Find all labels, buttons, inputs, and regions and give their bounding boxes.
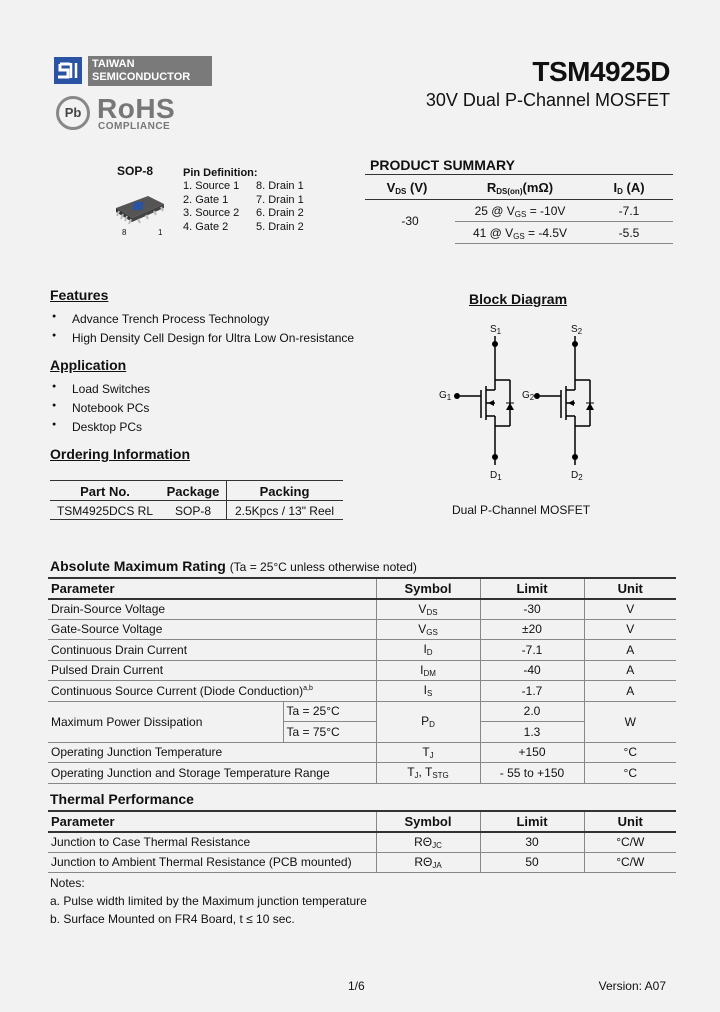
summary-row-rule xyxy=(455,221,673,222)
pin-list-right: 8. Drain 1 7. Drain 1 6. Drain 2 5. Drain 2 xyxy=(256,180,304,233)
application-title: Application xyxy=(50,357,127,373)
table-row: Drain-Source Voltage $V_{DS}$ -30 V xyxy=(48,599,676,620)
ordering-package-value: SOP-8 xyxy=(174,504,211,518)
thermal-title: Thermal Performance xyxy=(50,791,194,807)
table-row: Ta = 75°C 1.3 xyxy=(48,722,676,743)
label-s2: $S_2$ xyxy=(571,324,583,336)
product-summary-title: PRODUCT SUMMARY xyxy=(370,157,515,173)
pin-definition-title: Pin Definition: xyxy=(183,167,258,179)
summary-vds-value: -30 xyxy=(401,214,419,228)
table-row: Junction to Case Thermal Resistance $R\Theta_{JC}$ 30 °C/W xyxy=(48,832,676,853)
page-number: 1/6 xyxy=(348,979,365,993)
summary-rds-1: 25 @ $V_{GS} = -10V$ xyxy=(474,204,566,219)
company-name-line2: SEMICONDUCTOR xyxy=(92,71,191,83)
table-row: Pulsed Drain Current $I_{DM}$ -40 A xyxy=(48,660,676,681)
ordering-header-part: Part No. xyxy=(80,484,130,499)
ordering-title: Ordering Information xyxy=(50,446,190,462)
summary-header-id: $I_D$ (A) xyxy=(613,180,645,196)
version-label: Version: A07 xyxy=(598,979,666,993)
ordering-mid-rule xyxy=(50,500,343,501)
rohs-label: RoHS xyxy=(97,93,176,124)
list-item: ● High Density Cell Design for Ultra Low On-resistance xyxy=(50,331,354,350)
abs-max-table xyxy=(48,577,676,784)
summary-header-vds: $V_{DS}$ (V) xyxy=(386,180,428,196)
summary-top-rule xyxy=(365,174,673,175)
list-item: ● Load Switches xyxy=(50,382,150,401)
summary-header-rule xyxy=(365,199,673,200)
features-title: Features xyxy=(50,287,109,303)
package-name: SOP-8 xyxy=(117,164,154,178)
notes: Notes: a. Pulse width limited by the Maximum junction temperature b. Surface Mounted on FR4 Board, t ≤ 10 sec. xyxy=(50,876,367,926)
table-row: Junction to Ambient Thermal Resistance (PCB mounted) $R\Theta_{JA}$ 50 °C/W xyxy=(48,852,676,873)
ordering-top-rule xyxy=(50,480,343,481)
summary-bottom-rule xyxy=(455,243,673,244)
list-item: ● Notebook PCs xyxy=(50,401,150,420)
ordering-header-packing: Packing xyxy=(259,484,310,499)
label-d2: $D_2$ xyxy=(571,470,583,482)
table-row: Operating Junction Temperature $T_J$ +150 °C xyxy=(48,742,676,763)
company-name-line1: TAIWAN xyxy=(92,58,135,70)
table-header-row: Parameter Symbol Limit Unit xyxy=(48,811,676,832)
list-item: ● Desktop PCs xyxy=(50,420,150,439)
block-diagram-title: Block Diagram xyxy=(469,291,568,307)
pin1-label: 1 xyxy=(158,228,163,237)
table-header-row: Parameter Symbol Limit Unit xyxy=(48,578,676,599)
part-description: 30V Dual P-Channel MOSFET xyxy=(425,90,670,110)
features-list xyxy=(50,312,354,350)
ordering-packing-value: 2.5Kpcs / 13" Reel xyxy=(235,504,334,518)
list-item: ● Advance Trench Process Technology xyxy=(50,312,354,331)
application-list xyxy=(50,382,150,439)
table-row: Maximum Power Dissipation Ta = 25°C $P_D$ 2.0 W xyxy=(48,701,676,722)
company-logo-icon xyxy=(54,57,82,84)
label-g2: $G_2$ xyxy=(522,390,535,402)
part-number-title: TSM4925D xyxy=(532,56,670,87)
label-g1: $G_1$ xyxy=(439,390,452,402)
block-diagram-caption: Dual P-Channel MOSFET xyxy=(452,503,591,517)
thermal-table xyxy=(48,810,676,873)
summary-rds-2: 41 @ $V_{GS} = -4.5V$ xyxy=(472,226,568,241)
table-row: Operating Junction and Storage Temperature Range $T_J$, $T_{STG}$ - 55 to +150 °C xyxy=(48,763,676,784)
table-row: Gate-Source Voltage $V_{GS}$ ±20 V xyxy=(48,619,676,640)
label-d1: $D_1$ xyxy=(490,470,502,482)
ordering-bottom-rule xyxy=(50,519,343,520)
abs-max-title: Absolute Maximum Rating (Ta = 25°C unless otherwise noted) xyxy=(50,558,417,574)
company-name xyxy=(88,56,212,86)
pin8-label: 8 xyxy=(122,228,127,237)
summary-header-rds: $R_{DS(on)}(m\Omega)$ xyxy=(486,180,554,196)
table-row: Continuous Drain Current $I_D$ -7.1 A xyxy=(48,640,676,661)
rohs-compliance: COMPLIANCE xyxy=(98,121,171,132)
pb-free-icon: Pb xyxy=(56,96,90,130)
pin-list-left: 1. Source 1 2. Gate 1 3. Source 2 4. Gate 2 xyxy=(183,180,240,233)
ordering-part-value: TSM4925DCS RL xyxy=(56,504,154,518)
block-diagram-schematic xyxy=(430,320,620,490)
summary-id-1: -7.1 xyxy=(618,204,640,218)
ordering-header-package: Package xyxy=(166,484,220,499)
label-s1: $S_1$ xyxy=(490,324,502,336)
summary-id-2: -5.5 xyxy=(618,226,640,240)
table-row: Continuous Source Current (Diode Conduction)$^{a,b}$ $I_S$ -1.7 A xyxy=(48,681,676,702)
